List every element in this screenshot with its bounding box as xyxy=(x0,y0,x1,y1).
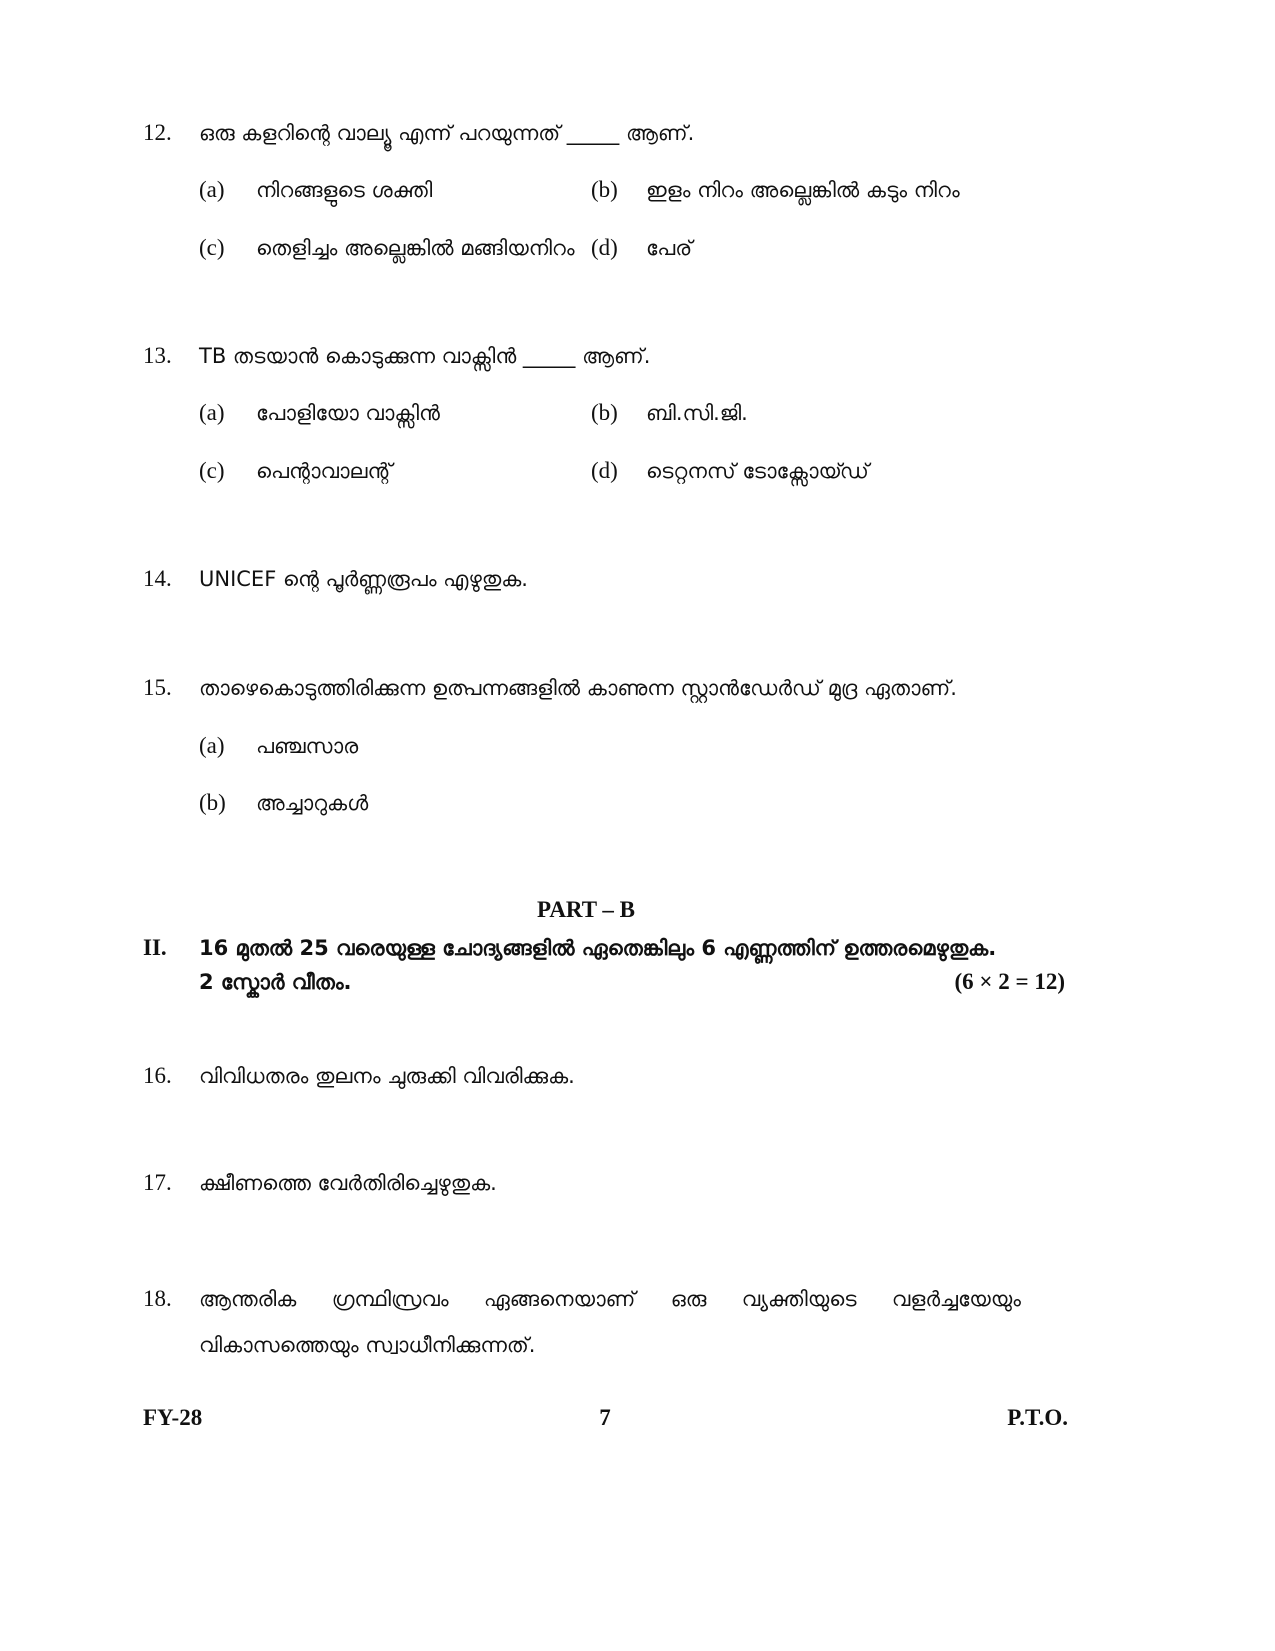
option-text: പഞ്ചസാര xyxy=(256,734,359,758)
question-text-line2: വികാസത്തെയും സ്വാധീനിക്കുന്നത്. xyxy=(199,1333,536,1357)
option-text: ബി.സി.ജി. xyxy=(646,401,748,425)
question-number: 13. xyxy=(143,343,172,368)
question-number: 12. xyxy=(143,120,172,145)
section-instruction: 16 മുതൽ 25 വരെയുള്ള ചോദ്യങ്ങളിൽ ഏതെങ്കിലും 6 എണ്ണത്തിന് ഉത്തരമെഴുതുക. xyxy=(199,936,997,960)
option-label: (d) xyxy=(591,235,618,260)
option-label: (c) xyxy=(199,235,225,260)
question-word: വ്യക്തിയുടെ xyxy=(741,1287,857,1311)
option-text: തെളിച്ചം അല്ലെങ്കിൽ മങ്ങിയനിറം xyxy=(256,236,575,260)
option-label: (b) xyxy=(591,400,618,425)
section-heading: PART – B xyxy=(536,897,636,922)
pto-label: P.T.O. xyxy=(1007,1405,1068,1430)
option-label: (a) xyxy=(199,400,225,425)
option-label: (b) xyxy=(591,177,618,202)
section-number: II. xyxy=(143,935,167,960)
option-text: ടെറ്റനസ് ടോക്സോയ്ഡ് xyxy=(646,459,869,483)
question-number: 18. xyxy=(143,1286,172,1311)
question-text: വിവിധതരം തുലനം ചുരുക്കി വിവരിക്കുക. xyxy=(199,1064,575,1088)
question-word: ഒരു xyxy=(670,1287,707,1311)
option-text: പെന്റാവാലന്റ് xyxy=(256,459,393,483)
option-label: (a) xyxy=(199,177,225,202)
section-instruction-score: 2 സ്കോർ വീതം. xyxy=(199,970,352,994)
option-label: (c) xyxy=(199,458,225,483)
question-number: 16. xyxy=(143,1063,172,1088)
option-text: ഇളം നിറം അല്ലെങ്കിൽ കടും നിറം xyxy=(646,178,960,202)
option-label: (a) xyxy=(199,733,225,758)
question-word: ആന്തരിക xyxy=(199,1287,297,1311)
section-marks: (6 × 2 = 12) xyxy=(954,969,1065,994)
question-number: 14. xyxy=(143,566,172,591)
question-text-line1 xyxy=(199,1285,1021,1313)
question-text: UNICEF ന്റെ പൂർണ്ണരൂപം എഴുതുക. xyxy=(199,567,528,591)
question-number: 15. xyxy=(143,675,172,700)
option-text: പേര് xyxy=(646,236,693,260)
question-text: TB തടയാൻ കൊടുക്കുന്ന വാക്സിൻ _____ ആണ്. xyxy=(199,344,651,368)
option-label: (d) xyxy=(591,458,618,483)
option-label: (b) xyxy=(199,790,226,815)
page-number: 7 xyxy=(599,1405,611,1430)
option-text: നിറങ്ങളുടെ ശക്തി xyxy=(256,178,433,202)
question-text: ക്ഷീണത്തെ വേർതിരിച്ചെഴുതുക. xyxy=(199,1171,497,1195)
question-word: ഏങ്ങനെയാണ് xyxy=(483,1287,636,1311)
paper-code: FY-28 xyxy=(143,1405,203,1430)
question-word: വളർച്ചയേയും xyxy=(891,1287,1021,1311)
option-text: പോളിയോ വാക്സിൻ xyxy=(256,401,440,425)
question-number: 17. xyxy=(143,1170,172,1195)
question-text: താഴെകൊടുത്തിരിക്കുന്ന ഉത്പന്നങ്ങളിൽ കാണുന്ന സ്റ്റാൻഡേർഡ് മുദ്ര ഏതാണ്. xyxy=(199,676,957,700)
question-word: ഗ്രന്ഥിസ്രവം xyxy=(331,1287,449,1311)
question-text: ഒരു കളറിന്റെ വാല്യൂ എന്ന് പറയുന്നത് _____ ആണ്. xyxy=(199,121,695,145)
option-text: അച്ചാറുകൾ xyxy=(256,791,369,815)
